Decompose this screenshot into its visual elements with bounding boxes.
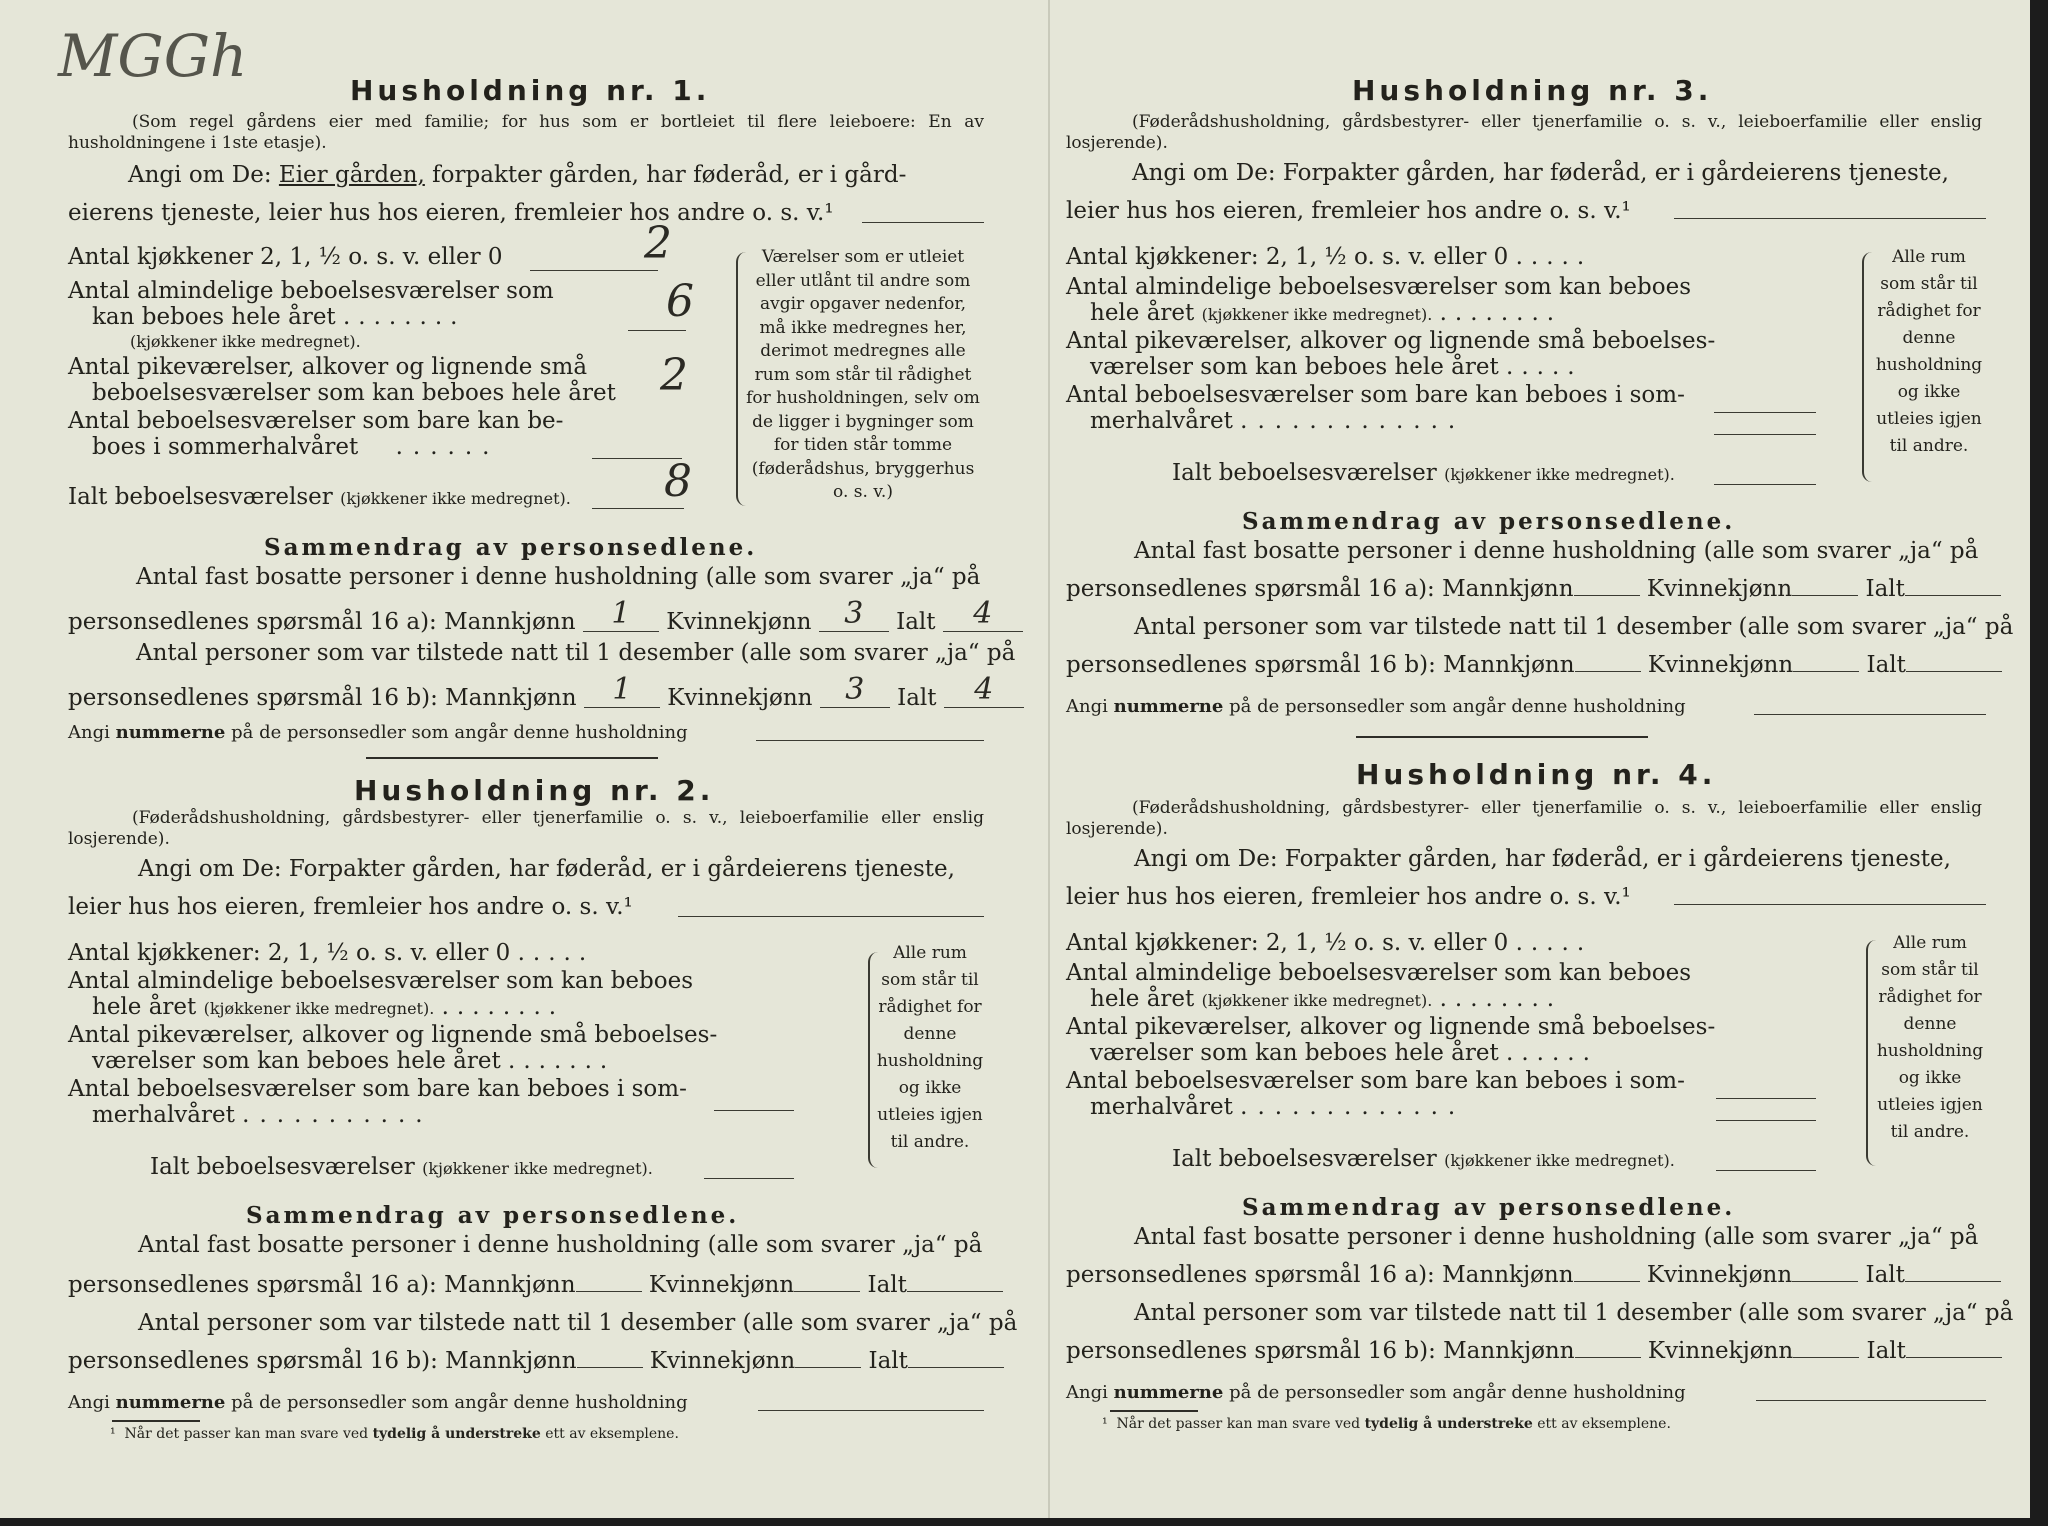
footnote-left: ¹ Når det passer kan man svare ved tydelig å understreke ett av eksemplene.	[110, 1426, 679, 1442]
kjokken-label: Antal kjøkkener 2, 1, ½ o. s. v. eller 0	[68, 244, 503, 270]
answer-line	[1756, 1400, 1986, 1401]
summary-2-b-text: Antal personer som var tilstede natt til 1 desember (alle som svarer „ja“ på	[138, 1310, 1018, 1336]
household-3-intro: (Føderådshusholdning, gårdsbestyrer- eller tjenerfamilie o. s. v., leieboerfamilie eller enslig losjerende).	[1066, 112, 1982, 153]
household-2-title: Husholdning nr. 2.	[354, 774, 715, 807]
answer-line	[1674, 218, 1986, 219]
pike-label-2: værelser som kan beboes hele året ......	[1090, 1040, 1598, 1066]
kjokken-line	[530, 270, 658, 271]
summary-3-a-text: Antal fast bosatte personer i denne husholdning (alle som svarer „ja“ på	[1134, 538, 1979, 564]
pike-label-2: beboelsesværelser som kan beboes hele året	[92, 380, 616, 406]
som-label-2: merhalvåret .............	[1090, 1094, 1466, 1120]
answer-line	[714, 1110, 794, 1111]
nummerne-4: Angi nummerne på de personsedler som angår denne husholdning	[1066, 1382, 1686, 1403]
household-3-title: Husholdning nr. 3.	[1352, 74, 1713, 107]
kvinne-16a: 3	[819, 596, 889, 632]
kjokken-label: Antal kjøkkener: 2, 1, ½ o. s. v. eller 0 .....	[1066, 244, 1593, 270]
household-1-title: Husholdning nr. 1.	[350, 74, 711, 107]
alm-line	[628, 330, 686, 331]
divider-rule	[1356, 736, 1648, 738]
side-note-4: Alle rum som står til rådighet for denne husholdning og ikke utleies igjen til andre.	[1876, 933, 1984, 1142]
summary-1-b-text: Antal personer som var tilstede natt til 1 desember (alle som svarer „ja“ på	[136, 640, 1016, 666]
alm-label-2: hele året (kjøkkener ikke medregnet). ........	[1090, 300, 1563, 326]
angi-line1: Angi om De: Forpakter gården, har føderåd, er i gårdeierens tjeneste,	[138, 856, 955, 882]
ialt-line	[704, 1178, 794, 1179]
kjokken-label: Antal kjøkkener: 2, 1, ½ o. s. v. eller 0 .....	[1066, 930, 1593, 956]
summary-3-b-text: Antal personer som var tilstede natt til 1 desember (alle som svarer „ja“ på	[1134, 614, 2014, 640]
ialt-line	[1714, 484, 1816, 485]
pike-label-1: Antal pikeværelser, alkover og lignende små	[68, 354, 588, 380]
angi-line1: Angi om De: Forpakter gården, har føderåd, er i gårdeierens tjeneste,	[1132, 160, 1949, 186]
pike-label-1: Antal pikeværelser, alkover og lignende små beboelses-	[68, 1022, 718, 1048]
alm-label-1: Antal almindelige beboelsesværelser som kan beboes	[1066, 960, 1692, 986]
household-2-intro: (Føderådshusholdning, gårdsbestyrer- eller tjenerfamilie o. s. v., leieboerfamilie eller enslig losjerende).	[68, 808, 984, 849]
ialt-label: Ialt beboelsesværelser (kjøkkener ikke medregnet).	[150, 1154, 653, 1180]
answer-line	[756, 740, 984, 741]
som-label-2: merhalvåret .............	[1090, 408, 1466, 434]
footnote-rule	[112, 1420, 200, 1422]
som-label-1: Antal beboelsesværelser som bare kan be-	[68, 408, 564, 434]
household-4-title: Husholdning nr. 4.	[1356, 758, 1717, 791]
kjokken-label: Antal kjøkkener: 2, 1, ½ o. s. v. eller 0 .....	[68, 940, 595, 966]
ialt-16b: 4	[944, 672, 1024, 708]
answer-line	[1754, 714, 1986, 715]
summary-2-a-row: personsedlenes spørsmål 16 a): Mannkjønn Kvinnekjønn Ialt	[68, 1272, 1003, 1298]
som-label-1: Antal beboelsesværelser som bare kan beboes i som-	[1066, 1068, 1685, 1094]
summary-3-b-row: personsedlenes spørsmål 16 b): Mannkjønn Kvinnekjønn Ialt	[1066, 652, 2002, 678]
alm-label-1: Antal almindelige beboelsesværelser som kan beboes	[1066, 274, 1692, 300]
ialt-16a: 4	[943, 596, 1023, 632]
pike-label-1: Antal pikeværelser, alkover og lignende små beboelses-	[1066, 328, 1716, 354]
alm-label-1: Antal almindelige beboelsesværelser som	[68, 278, 554, 304]
kjokken-value: 2	[644, 218, 672, 269]
answer-line	[1716, 1120, 1816, 1121]
household-1-angi: Angi om De: Eier gården, forpakter gården, har føderåd, er i gård-	[128, 162, 907, 188]
answer-line	[1716, 1098, 1816, 1099]
ialt-label: Ialt beboelsesværelser (kjøkkener ikke medregnet).	[1172, 460, 1675, 486]
summary-1-a-row: personsedlenes spørsmål 16 a): Mannkjønn 1 Kvinnekjønn 3 Ialt 4	[68, 602, 1023, 638]
side-note-2: Alle rum som står til rådighet for denne husholdning og ikke utleies igjen til andre.	[876, 943, 984, 1152]
som-label-2: boes i sommerhalvåret ......	[92, 434, 500, 460]
nummerne-1: Angi nummerne på de personsedler som angår denne husholdning	[68, 722, 688, 743]
answer-line	[1674, 904, 1986, 905]
summary-4-a-text: Antal fast bosatte personer i denne husholdning (alle som svarer „ja“ på	[1134, 1224, 1979, 1250]
household-1-angi-line2: eierens tjeneste, leier hus hos eieren, fremleier hos andre o. s. v.¹	[68, 200, 834, 226]
side-note-3: Alle rum som står til rådighet for denne husholdning og ikke utleies igjen til andre.	[1875, 247, 1983, 456]
selected-option-eier: Eier gården,	[278, 162, 425, 188]
pike-label-2: værelser som kan beboes hele året .....	[1090, 354, 1583, 380]
som-label-2: merhalvåret ...........	[92, 1102, 433, 1128]
alm-value: 6	[666, 276, 694, 327]
summary-1-title: Sammendrag av personsedlene.	[264, 534, 758, 561]
mann-16b: 1	[584, 672, 660, 708]
som-label-1: Antal beboelsesværelser som bare kan beboes i som-	[1066, 382, 1685, 408]
angi-line2: leier hus hos eieren, fremleier hos andre o. s. v.¹	[68, 894, 633, 920]
summary-4-a-row: personsedlenes spørsmål 16 a): Mannkjønn Kvinnekjønn Ialt	[1066, 1262, 2001, 1288]
summary-3-title: Sammendrag av personsedlene.	[1242, 508, 1736, 535]
summary-4-b-row: personsedlenes spørsmål 16 b): Mannkjønn Kvinnekjønn Ialt	[1066, 1338, 2002, 1364]
summary-2-b-row: personsedlenes spørsmål 16 b): Mannkjønn Kvinnekjønn Ialt	[68, 1348, 1004, 1374]
page-fold	[1048, 0, 1050, 1518]
pike-value: 2	[660, 350, 688, 401]
household-1-intro: (Som regel gårdens eier med familie; for hus som er bortleiet til flere leieboere: En av husholdningene i 1ste etasje).	[68, 112, 984, 153]
summary-3-a-row: personsedlenes spørsmål 16 a): Mannkjønn Kvinnekjønn Ialt	[1066, 576, 2001, 602]
mann-16a: 1	[583, 596, 659, 632]
angi-line2: leier hus hos eieren, fremleier hos andre o. s. v.¹	[1066, 198, 1631, 224]
alm-label-2: hele året (kjøkkener ikke medregnet). ........	[92, 994, 565, 1020]
footnote-right: ¹ Når det passer kan man svare ved tydelig å understreke ett av eksemplene.	[1102, 1416, 1671, 1432]
answer-line	[758, 1410, 984, 1411]
answer-line	[678, 916, 984, 917]
summary-4-b-text: Antal personer som var tilstede natt til 1 desember (alle som svarer „ja“ på	[1134, 1300, 2014, 1326]
som-label-1: Antal beboelsesværelser som bare kan beboes i som-	[68, 1076, 687, 1102]
alm-label-1: Antal almindelige beboelsesværelser som kan beboes	[68, 968, 694, 994]
ialt-line	[1716, 1170, 1816, 1171]
alm-label-2: kan beboes hele året ........	[92, 304, 466, 330]
summary-4-title: Sammendrag av personsedlene.	[1242, 1194, 1736, 1221]
ialt-value: 8	[664, 456, 692, 507]
summary-2-a-text: Antal fast bosatte personer i denne husholdning (alle som svarer „ja“ på	[138, 1232, 983, 1258]
angi-line1: Angi om De: Forpakter gården, har føderåd, er i gårdeierens tjeneste,	[1134, 846, 1951, 872]
pike-label-2: værelser som kan beboes hele året .......	[92, 1048, 616, 1074]
summary-1-b-row: personsedlenes spørsmål 16 b): Mannkjønn 1 Kvinnekjønn 3 Ialt 4	[68, 678, 1024, 714]
nummerne-2: Angi nummerne på de personsedler som angår denne husholdning	[68, 1392, 688, 1413]
pencil-signature: MGGh	[58, 22, 248, 90]
nummerne-3: Angi nummerne på de personsedler som angår denne husholdning	[1066, 696, 1686, 717]
kvinne-16b: 3	[820, 672, 890, 708]
side-note-1: Værelser som er utleiet eller utlånt til andre som avgir opgaver nedenfor, må ikke medregnes her, derimot medregnes alle rum som står til rådighet for husholdningen, selv om de ligger i bygninger som for tiden står tomme (føderådshus, bryggerhus o. s. v.)	[746, 247, 980, 502]
footnote-rule	[1110, 1410, 1198, 1412]
summary-2-title: Sammendrag av personsedlene.	[246, 1202, 740, 1229]
answer-line	[1714, 434, 1816, 435]
alm-note: (kjøkkener ikke medregnet).	[130, 332, 361, 351]
divider-rule	[366, 757, 658, 759]
angi-line2: leier hus hos eieren, fremleier hos andre o. s. v.¹	[1066, 884, 1631, 910]
ialt-label: Ialt beboelsesværelser (kjøkkener ikke medregnet).	[68, 484, 571, 510]
pike-label-1: Antal pikeværelser, alkover og lignende små beboelses-	[1066, 1014, 1716, 1040]
ialt-label: Ialt beboelsesværelser (kjøkkener ikke medregnet).	[1172, 1146, 1675, 1172]
summary-1-a-text: Antal fast bosatte personer i denne husholdning (alle som svarer „ja“ på	[136, 564, 981, 590]
alm-label-2: hele året (kjøkkener ikke medregnet). ........	[1090, 986, 1563, 1012]
household-4-intro: (Føderådshusholdning, gårdsbestyrer- eller tjenerfamilie o. s. v., leieboerfamilie eller enslig losjerende).	[1066, 798, 1982, 839]
answer-line	[1714, 412, 1816, 413]
ialt-line	[592, 508, 684, 509]
answer-line	[862, 222, 984, 223]
